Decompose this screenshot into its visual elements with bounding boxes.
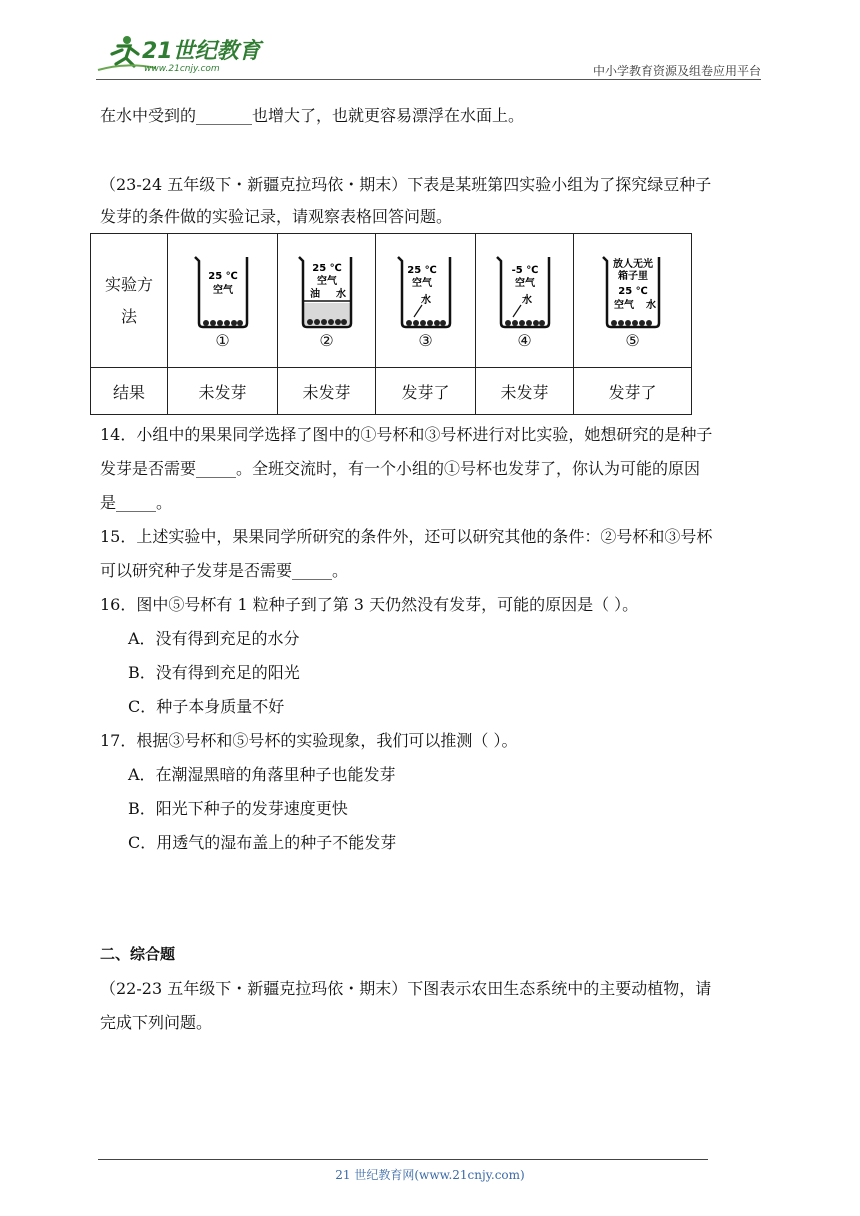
q14-line-3: 是_____。 — [100, 493, 173, 512]
row-header-method: 实验方 法 — [91, 234, 168, 368]
svg-text:水: 水 — [420, 295, 431, 306]
svg-text:空气: 空气 — [316, 276, 337, 287]
cup-number-1: ① — [215, 331, 230, 350]
cup-cell-5 — [574, 234, 692, 368]
svg-text:25 ℃: 25 ℃ — [406, 265, 437, 276]
cup-number-4: ④ — [517, 331, 532, 350]
intro-line: 在水中受到的_______也增大了，也就更容易漂浮在水面上。 — [100, 106, 525, 125]
beaker-3-icon — [392, 251, 460, 329]
result-cup-2: 未发芽 — [278, 368, 376, 415]
svg-text:25 ℃: 25 ℃ — [617, 286, 648, 297]
svg-text:空气: 空气 — [613, 300, 634, 311]
result-cup-1: 未发芽 — [168, 368, 278, 415]
q17-option-c: C．用透气的湿布盖上的种子不能发芽 — [128, 833, 397, 852]
beaker-1-icon — [189, 251, 257, 329]
cup-cell-2 — [278, 234, 376, 368]
svg-text:水: 水 — [521, 295, 532, 306]
site-logo — [96, 34, 266, 76]
svg-text:25 ℃: 25 ℃ — [311, 263, 342, 274]
result-cup-3: 发芽了 — [376, 368, 476, 415]
footer-text: 21 世纪教育网(www.21cnjy.com) — [335, 1168, 525, 1182]
svg-text:www.21cnjy.com: www.21cnjy.com — [144, 64, 220, 74]
q16-option-a: A．没有得到充足的水分 — [128, 629, 300, 648]
svg-text:油: 油 — [309, 289, 320, 300]
q15-line-1: 15．上述实验中，果果同学所研究的条件外，还可以研究其他的条件：②号杯和③号杯 — [100, 527, 713, 546]
svg-text:空气: 空气 — [212, 285, 233, 296]
svg-text:空气: 空气 — [411, 278, 432, 289]
svg-text:25 ℃: 25 ℃ — [207, 271, 238, 282]
q-source-line-1: （23-24 五年级下・新疆克拉玛依・期末）下表是某班第四实验小组为了探究绿豆种子 — [100, 175, 712, 194]
header-divider — [96, 79, 761, 80]
svg-text:水: 水 — [645, 300, 656, 311]
footer-divider — [98, 1159, 708, 1160]
cup-number-3: ③ — [418, 331, 433, 350]
cup-cell-3 — [376, 234, 476, 368]
svg-text:空气: 空气 — [514, 278, 535, 289]
q-source-line-2: 发芽的条件做的实验记录，请观察表格回答问题。 — [100, 207, 453, 226]
result-cup-4: 未发芽 — [476, 368, 574, 415]
row-header-result: 结果 — [91, 368, 168, 415]
cup-cell-4 — [476, 234, 574, 368]
page-header — [96, 28, 761, 80]
beaker-2-icon — [293, 251, 361, 329]
svg-text:水: 水 — [335, 289, 346, 300]
q16-stem: 16．图中⑤号杯有 1 粒种子到了第 3 天仍然没有发芽，可能的原因是（ ）。 — [100, 595, 639, 614]
result-cup-5: 发芽了 — [574, 368, 692, 415]
q17-option-b: B．阳光下种子的发芽速度更快 — [128, 799, 348, 818]
svg-text:放人无光: 放人无光 — [612, 259, 653, 270]
section-2-title: 二、综合题 — [100, 945, 176, 963]
q14-line-2: 发芽是否需要_____。全班交流时，有一个小组的①号杯也发芽了，你认为可能的原因 — [100, 459, 701, 478]
section-2-line-1: （22-23 五年级下・新疆克拉玛依・期末）下图表示农田生态系统中的主要动植物，请 — [100, 979, 712, 998]
beaker-4-icon — [491, 251, 559, 329]
svg-text:-5 ℃: -5 ℃ — [511, 265, 538, 276]
beaker-5-icon — [597, 251, 669, 329]
experiment-table — [90, 233, 692, 415]
q16-option-b: B．没有得到充足的阳光 — [128, 663, 300, 682]
q16-option-c: C．种子本身质量不好 — [128, 697, 285, 716]
cup-number-2: ② — [319, 331, 334, 350]
q17-stem: 17．根据③号杯和⑤号杯的实验现象，我们可以推测（ ）。 — [100, 731, 518, 750]
svg-text:21世纪教育: 21世纪教育 — [142, 39, 261, 64]
cup-number-5: ⑤ — [625, 331, 640, 350]
q17-option-a: A．在潮湿黑暗的角落里种子也能发芽 — [128, 765, 396, 784]
platform-name: 中小学教育资源及组卷应用平台 — [592, 64, 761, 78]
q14-line-1: 14．小组中的果果同学选择了图中的①号杯和③号杯进行对比实验，她想研究的是种子 — [100, 425, 713, 444]
svg-text:箱子里: 箱子里 — [617, 271, 648, 282]
section-2-line-2: 完成下列问题。 — [100, 1013, 213, 1032]
cup-cell-1 — [168, 234, 278, 368]
q15-line-2: 可以研究种子发芽是否需要_____。 — [100, 561, 349, 580]
